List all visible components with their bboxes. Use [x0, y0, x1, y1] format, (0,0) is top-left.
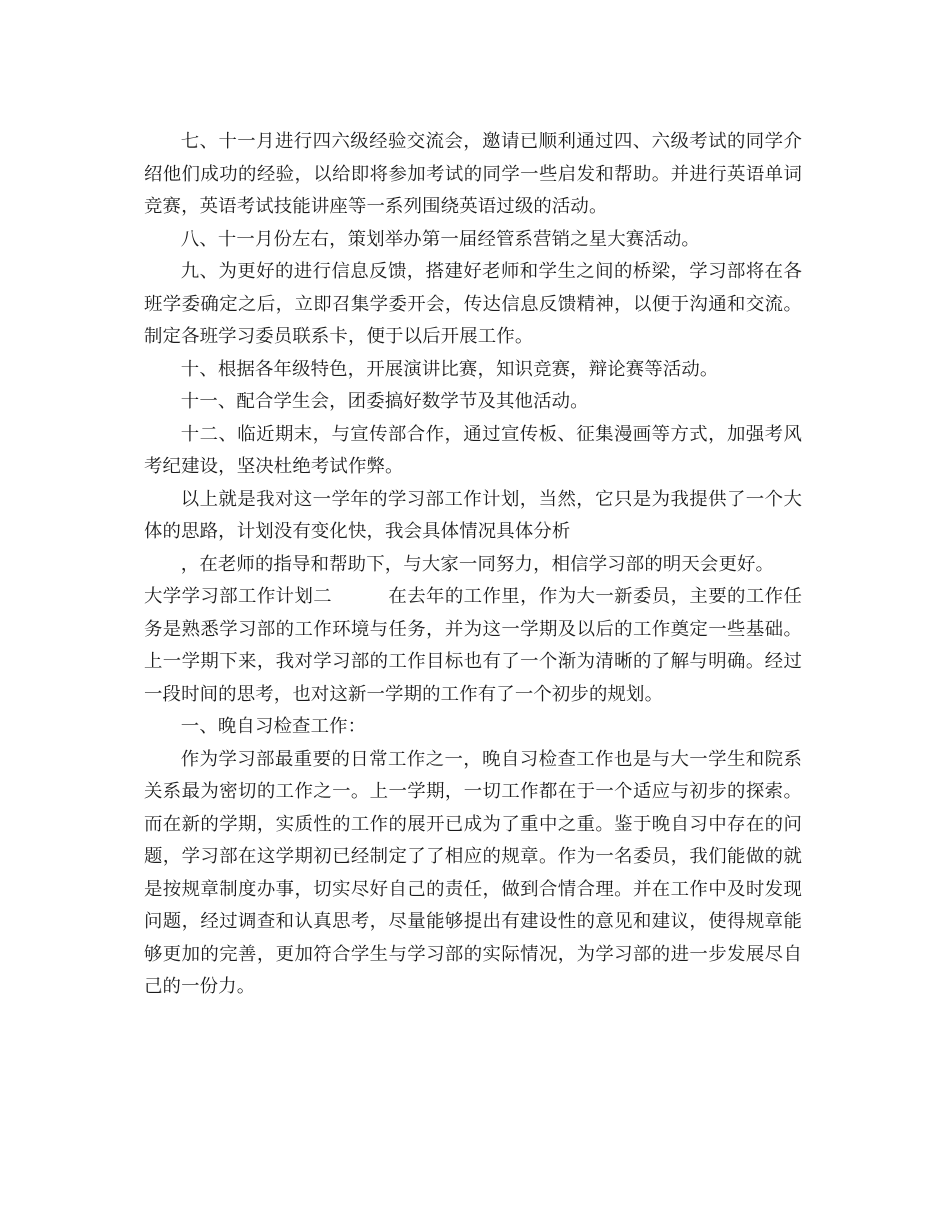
paragraph-math-festival: 十一、配合学生会，团委搞好数学节及其他活动。	[180, 391, 589, 412]
paragraph-competitions: 十、根据各年级特色，开展演讲比赛，知识竞赛，辩论赛等活动。	[180, 358, 719, 380]
paragraph-exam-discipline: 十二、临近期末，与宣传部合作，通过宣传板、征集漫画等方式，加强考风考纪建设，坚决杜绝考试作弊。	[144, 423, 802, 477]
section-intro-text: 在去年的工作里，作为大一新委员，主要的工作任务是熟悉学习部的工作环境与任务，并为这一学期及以后的工作奠定一些基础。上一学期下来，我对学习部的工作目标也有了一个渐为清晰的了解与明确。经过一段时间的思考，也对这新一学期的工作有了一个初步的规划。	[144, 586, 802, 705]
paragraph-feedback: 九、为更好的进行信息反馈，搭建好老师和学生之间的桥梁，学习部将在各班学委确定之后，立即召集学委开会，传达信息反馈精神，以便于沟通和交流。制定各班学习委员联系卡，便于以后开展工作。	[144, 261, 802, 347]
document-body	[144, 126, 802, 1004]
paragraph-study-check-body: 作为学习部最重要的日常工作之一，晚自习检查工作也是与大一学生和院系关系最为密切的工作之一。上一学期，一切工作都在于一个适应与初步的探索。而在新的学期，实质性的工作的展开已成为了重中之重。鉴于晚自习中存在的问题，学习部在这学期初已经制定了了相应的规章。作为一名委员，我们能做的就是按规章制度办事，切实尽好自己的责任，做到合情合理。并在工作中及时发现问题，经过调查和认真思考，尽量能够提出有建设性的意见和建议，使得规章能够更加的完善，更加符合学生与学习部的实际情况，为学习部的进一步发展尽自己的一份力。	[144, 748, 802, 997]
paragraph-study-check-heading: 一、晚自习检查工作：	[180, 716, 367, 737]
section-intro-paragraph	[144, 581, 802, 711]
paragraph-marketing-contest: 八、十一月份左右，策划举办第一届经管系营销之星大赛活动。	[180, 228, 700, 250]
section-title: 大学学习部工作计划二	[144, 586, 333, 607]
paragraph-summary: 以上就是我对这一学年的学习部工作计划，当然，它只是为我提供了一个大体的思路，计划没有变化快，我会具体情况具体分析	[144, 488, 802, 542]
paragraph-summary-continued: ，在老师的指导和帮助下，与大家一同努力，相信学习部的明天会更好。	[180, 553, 775, 575]
paragraph-cet-exchange: 七、十一月进行四六级经验交流会，邀请已顺利通过四、六级考试的同学介绍他们成功的经验，以给即将参加考试的同学一些启发和帮助。并进行英语单词竞赛，英语考试技能讲座等一系列围绕英语过级的活动。	[144, 131, 802, 217]
